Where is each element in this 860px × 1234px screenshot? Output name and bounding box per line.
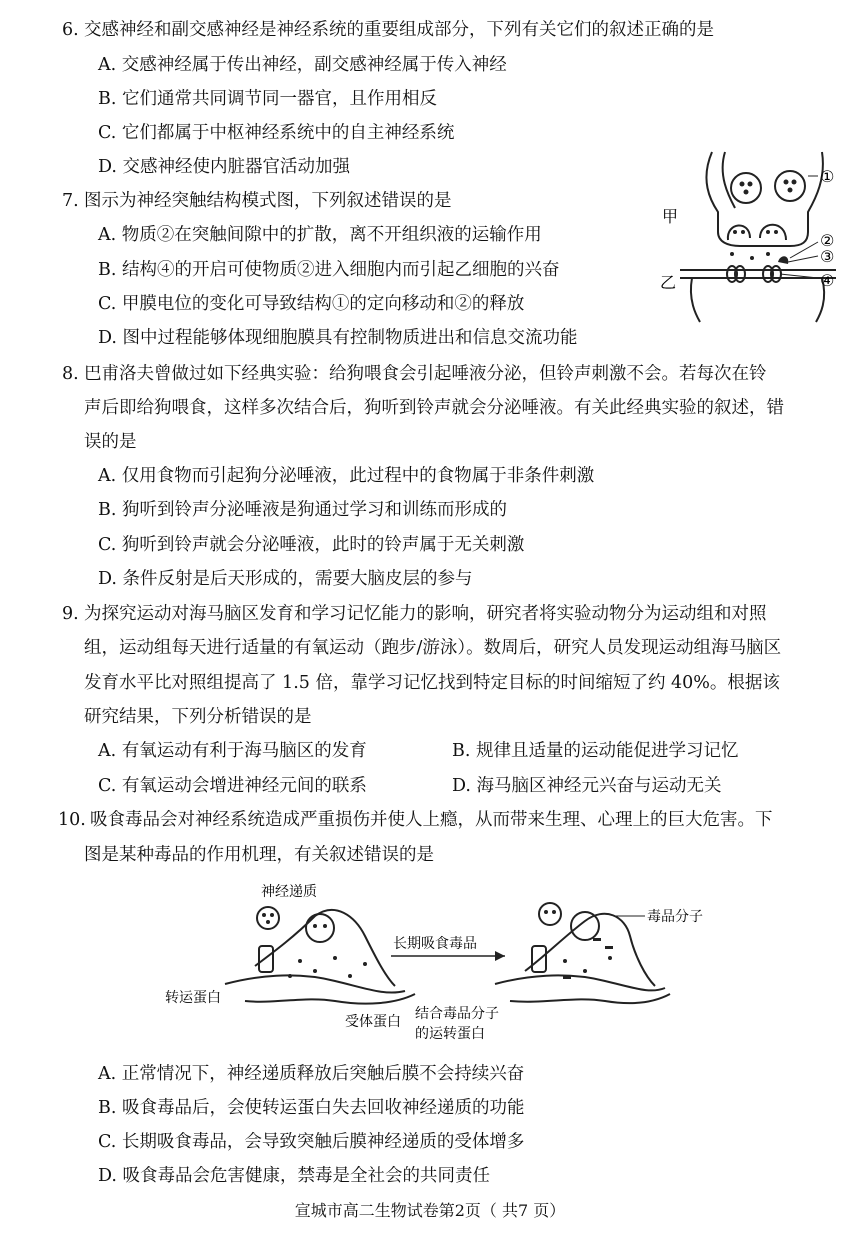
q6-number: 6. (62, 20, 79, 40)
q10-option-b: B. 吸食毒品后，会使转运蛋白失去回收神经递质的功能 (98, 1098, 525, 1118)
q8-option-b: B. 狗听到铃声分泌唾液是狗通过学习和训练而形成的 (98, 500, 507, 520)
label-long-term: 长期吸食毒品 (393, 936, 477, 952)
label-4: ④ (820, 271, 835, 290)
q8-stem-line-2: 声后即给狗喂食，这样多次结合后，狗听到铃声就会分泌唾液。有关此经典实验的叙述，错 (84, 398, 784, 418)
q9-stem-line-4: 研究结果，下列分析错误的是 (84, 707, 312, 727)
q9-option-a: A. 有氧运动有利于海马脑区的发育 (98, 741, 367, 761)
label-neurotransmitter: 神经递质 (261, 884, 317, 900)
q6-option-d: D. 交感神经使内脏器官活动加强 (98, 157, 351, 177)
q10-stem-line-2: 图是某种毒品的作用机理，有关叙述错误的是 (84, 845, 434, 865)
q8-stem-line-3: 误的是 (84, 432, 137, 452)
q9-number: 9. (62, 604, 79, 624)
q9-option-c: C. 有氧运动会增进神经元间的联系 (98, 776, 367, 796)
label-2: ② (820, 231, 835, 250)
page-footer: 宣城市高二生物试卷第2页（ 共7 页） (294, 1201, 566, 1220)
q7-option-d: D. 图中过程能够体现细胞膜具有控制物质进出和信息交流功能 (98, 328, 578, 348)
q10-option-c: C. 长期吸食毒品，会导致突触后膜神经递质的受体增多 (98, 1132, 525, 1152)
label-receptor: 受体蛋白 (345, 1014, 401, 1030)
q6-option-a: A. 交感神经属于传出神经，副交感神经属于传入神经 (98, 55, 507, 75)
q8-stem-line-1: 巴甫洛夫曾做过如下经典实验：给狗喂食会引起唾液分泌，但铃声刺激不会。若每次在铃 (84, 364, 767, 384)
label-3: ③ (820, 247, 835, 266)
q7-option-a: A. 物质②在突触间隙中的扩散，离不开组织液的运输作用 (98, 225, 542, 245)
label-bound-transporter-2: 的运转蛋白 (415, 1026, 485, 1042)
q10-number: 10. (58, 810, 86, 830)
q10-option-d: D. 吸食毒品会危害健康，禁毒是全社会的共同责任 (98, 1166, 491, 1186)
q8-number: 8. (62, 364, 79, 384)
q8-option-a: A. 仅用食物而引起狗分泌唾液，此过程中的食物属于非条件刺激 (98, 466, 595, 486)
q6-option-b: B. 它们通常共同调节同一器官，且作用相反 (98, 89, 437, 109)
q9-stem-line-1: 为探究运动对海马脑区发育和学习记忆能力的影响，研究者将实验动物分为运动组和对照 (84, 604, 767, 624)
q9-stem-line-2: 组，运动组每天进行适量的有氧运动（跑步/游泳）。数周后，研究人员发现运动组海马脑区 (84, 638, 782, 658)
q9-option-d: D. 海马脑区神经元兴奋与运动无关 (452, 776, 722, 796)
q7-number: 7. (62, 191, 79, 211)
q10-option-a: A. 正常情况下，神经递质释放后突触后膜不会持续兴奋 (98, 1064, 525, 1084)
q7-stem: 图示为神经突触结构模式图，下列叙述错误的是 (84, 191, 452, 211)
q8-option-c: C. 狗听到铃声就会分泌唾液，此时的铃声属于无关刺激 (98, 535, 525, 555)
q9-stem-line-3: 发育水平比对照组提高了 1.5 倍，靠学习记忆找到特定目标的时间缩短了约 40%。根据该 (84, 673, 780, 693)
label-jia: 甲 (662, 207, 679, 226)
label-transporter: 转运蛋白 (165, 990, 221, 1006)
q7-option-c: C. 甲膜电位的变化可导致结构①的定向移动和②的释放 (98, 294, 525, 314)
label-yi: 乙 (660, 273, 677, 292)
q9-option-b: B. 规律且适量的运动能促进学习记忆 (452, 741, 739, 761)
label-1: ① (820, 167, 835, 186)
q7-option-b: B. 结构④的开启可使物质②进入细胞内而引起乙细胞的兴奋 (98, 260, 560, 280)
q6-stem: 交感神经和副交感神经是神经系统的重要组成部分，下列有关它们的叙述正确的是 (84, 20, 714, 40)
label-drug-molecule: 毒品分子 (647, 909, 703, 925)
label-bound-transporter-1: 结合毒品分子 (415, 1006, 499, 1022)
q8-option-d: D. 条件反射是后天形成的，需要大脑皮层的参与 (98, 569, 473, 589)
drug-mechanism-diagram (165, 876, 737, 1046)
synapse-diagram (640, 150, 845, 325)
q6-option-c: C. 它们都属于中枢神经系统中的自主神经系统 (98, 123, 455, 143)
q10-stem-line-1: 吸食毒品会对神经系统造成严重损伤并使人上瘾，从而带来生理、心理上的巨大危害。下 (90, 810, 773, 830)
